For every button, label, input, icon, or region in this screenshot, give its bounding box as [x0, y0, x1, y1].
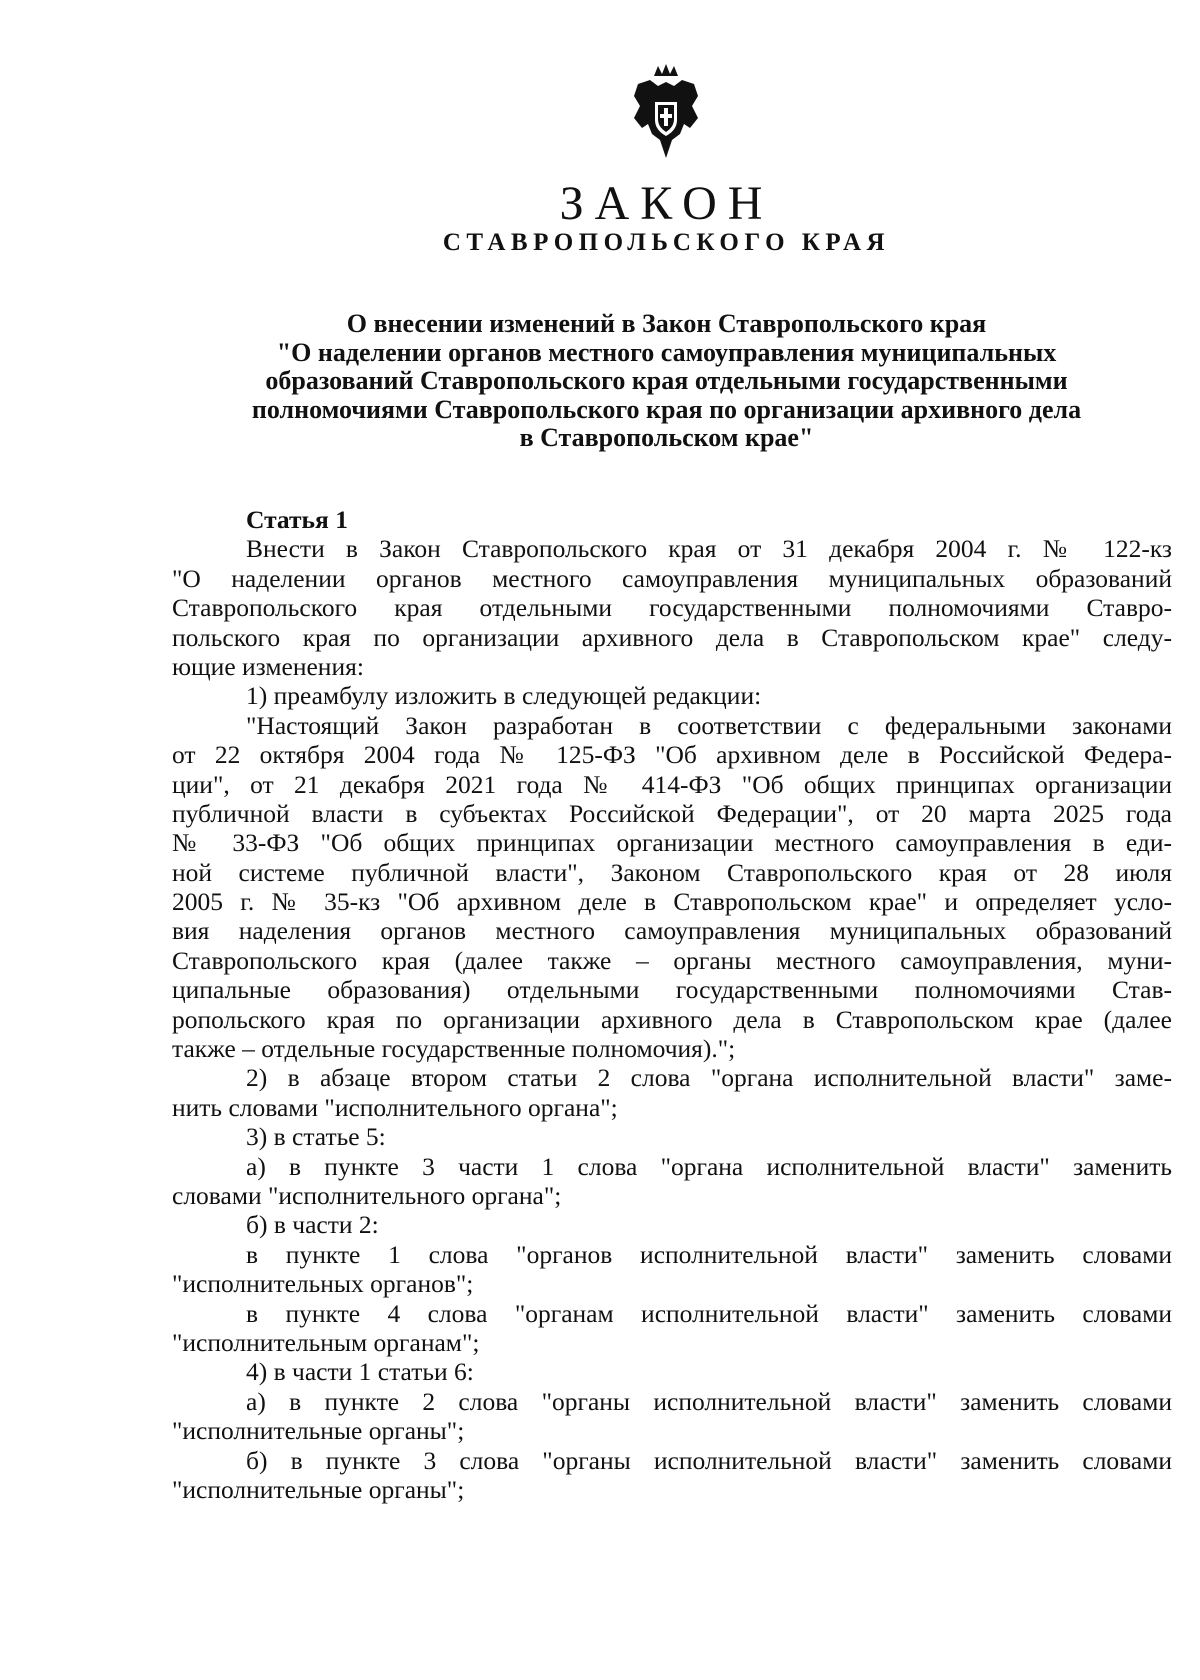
text-line: также – отдельные государственные полномочия).";	[172, 1034, 736, 1064]
text-line: ропольского края по организации архивного дела в Ставропольском крае (далее	[172, 1004, 1172, 1034]
text-line: б) в пункте 3 слова "органы исполнительной власти" заменить словами	[246, 1445, 1172, 1475]
text-line: в пункте 1 слова "органов исполнительной власти" заменить словами	[246, 1239, 1172, 1269]
text-line: ции", от 21 декабря 2021 года № 414-ФЗ "Об общих принципах организации	[172, 769, 1172, 799]
law-body	[172, 505, 1172, 1504]
coat-of-arms-icon	[628, 62, 704, 162]
text-line: б) в части 2:	[246, 1210, 379, 1240]
text-line: "исполнительные органы";	[172, 1416, 465, 1446]
text-line: 1) преамбулу изложить в следующей редакции:	[246, 681, 762, 711]
law-heading	[0, 310, 1200, 453]
article-title: Статья 1	[246, 505, 348, 534]
law-title: ЗАКОН	[559, 177, 774, 230]
text-line: Ставропольского края отдельными государственными полномочиями Ставро-	[172, 593, 1172, 623]
text-line: вия наделения органов местного самоуправления муниципальных образований	[172, 916, 1172, 946]
heading-line: в Ставропольском крае"	[519, 423, 814, 452]
text-line: "исполнительным органам";	[172, 1327, 480, 1357]
text-line: публичной власти в субъектах Российской Федерации", от 20 марта 2025 года	[172, 798, 1172, 828]
heading-line: образований Ставропольского края отдельными государственными	[265, 366, 1068, 395]
region-title: СТАВРОПОЛЬСКОГО КРАЯ	[442, 229, 891, 256]
text-line: польского края по организации архивного дела в Ставропольском крае" следу-	[172, 622, 1172, 652]
text-line: 2) в абзаце втором статьи 2 слова "органа исполнительной власти" заме-	[246, 1063, 1172, 1093]
heading-line: О внесении изменений в Закон Ставропольского края	[346, 309, 987, 338]
text-line: "исполнительных органов";	[172, 1269, 474, 1299]
text-line: 2005 г. № 35-кз "Об архивном деле в Ставропольском крае" и определяет усло-	[172, 887, 1172, 917]
text-line: а) в пункте 3 части 1 слова "органа исполнительной власти" заменить	[246, 1151, 1172, 1181]
text-line: 4) в части 1 статьи 6:	[246, 1357, 474, 1387]
text-line: ципальные образования) отдельными государственными полномочиями Став-	[172, 975, 1172, 1005]
text-line: ющие изменения:	[172, 651, 364, 681]
heading-line: "О наделении органов местного самоуправления муниципальных	[276, 337, 1057, 367]
text-line: ной системе публичной власти", Законом Ставропольского края от 28 июля	[172, 857, 1172, 887]
text-line: № 33-ФЗ "Об общих принципах организации местного самоуправления в еди-	[172, 828, 1172, 858]
heading-line: полномочиями Ставропольского края по организации архивного дела	[251, 394, 1082, 424]
text-line: 3) в статье 5:	[246, 1122, 386, 1152]
text-line: "исполнительные органы";	[172, 1474, 465, 1504]
text-line: "О наделении органов местного самоуправления муниципальных образований	[172, 563, 1172, 593]
text-line: Ставропольского края (далее также – органы местного самоуправления, муни-	[172, 945, 1172, 975]
text-line: от 22 октября 2004 года № 125-ФЗ "Об архивном деле в Российской Федера-	[172, 740, 1172, 770]
text-line: Внести в Закон Ставропольского края от 31 декабря 2004 г. № 122-кз	[246, 534, 1172, 564]
text-line: словами "исполнительного органа";	[172, 1180, 562, 1210]
text-line: "Настоящий Закон разработан в соответствии с федеральными законами	[246, 710, 1172, 740]
text-line: а) в пункте 2 слова "органы исполнительной власти" заменить словами	[246, 1386, 1172, 1416]
text-line: нить словами "исполнительного органа";	[172, 1092, 618, 1122]
text-line: в пункте 4 слова "органам исполнительной власти" заменить словами	[246, 1298, 1172, 1328]
